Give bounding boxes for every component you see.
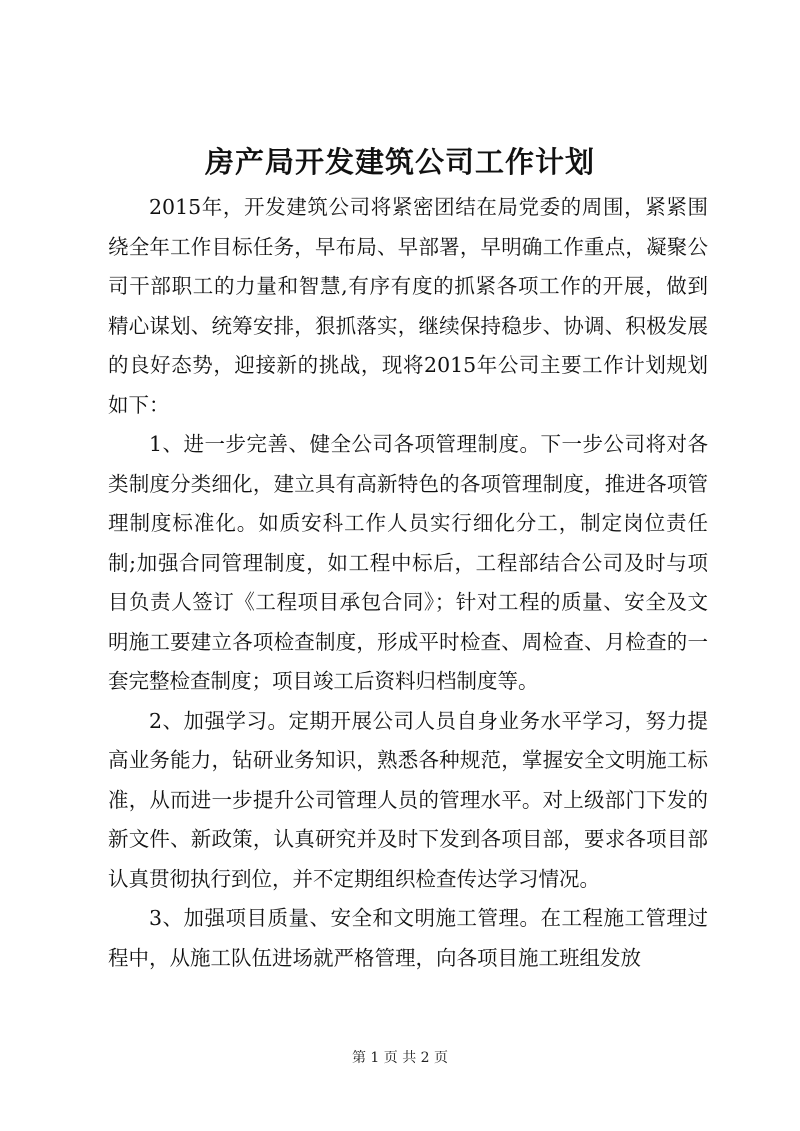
page-footer: 第 1 页 共 2 页 — [351, 1050, 449, 1066]
paragraph-intro: 2015年，开发建筑公司将紧密团结在局党委的周围，紧紧围绕全年工作目标任务，早布局、早部署，早明确工作重点，凝聚公司干部职工的力量和智慧,有序有度的抓紧各项工作的开展，做到精心谋划、统筹安排，狠抓落实，继续保持稳步、协调、积极发展的良好态势，迎接新的挑战，现将2015年公司主要工作计划规划如下： — [108, 195, 708, 417]
paragraph-item-3: 3、加强项目质量、安全和文明施工管理。在工程施工管理过程中，从施工队伍进场就严格管理，向各项目施工班组发放 — [108, 906, 708, 970]
paragraph-item-2: 2、加强学习。定期开展公司人员自身业务水平学习，努力提高业务能力，钻研业务知识，熟悉各种规范，掌握安全文明施工标准，从而进一步提升公司管理人员的管理水平。对上级部门下发的新文件、新政策，认真研究并及时下发到各项目部，要求各项目部认真贯彻执行到位，并不定期组织检查传达学习情况。 — [108, 708, 708, 891]
document-title: 房产局开发建筑公司工作计划 — [204, 145, 595, 179]
paragraph-item-1: 1、进一步完善、健全公司各项管理制度。下一步公司将对各类制度分类细化，建立具有高新特色的各项管理制度，推进各项管理制度标准化。如质安科工作人员实行细化分工，制定岗位责任制;加强合同管理制度，如工程中标后，工程部结合公司及时与项目负责人签订《工程项目承包合同》；针对工程的质量、安全及文明施工要建立各项检查制度，形成平时检查、周检查、月检查的一套完整检查制度；项目竣工后资料归档制度等。 — [108, 432, 708, 693]
document-body — [108, 188, 708, 978]
